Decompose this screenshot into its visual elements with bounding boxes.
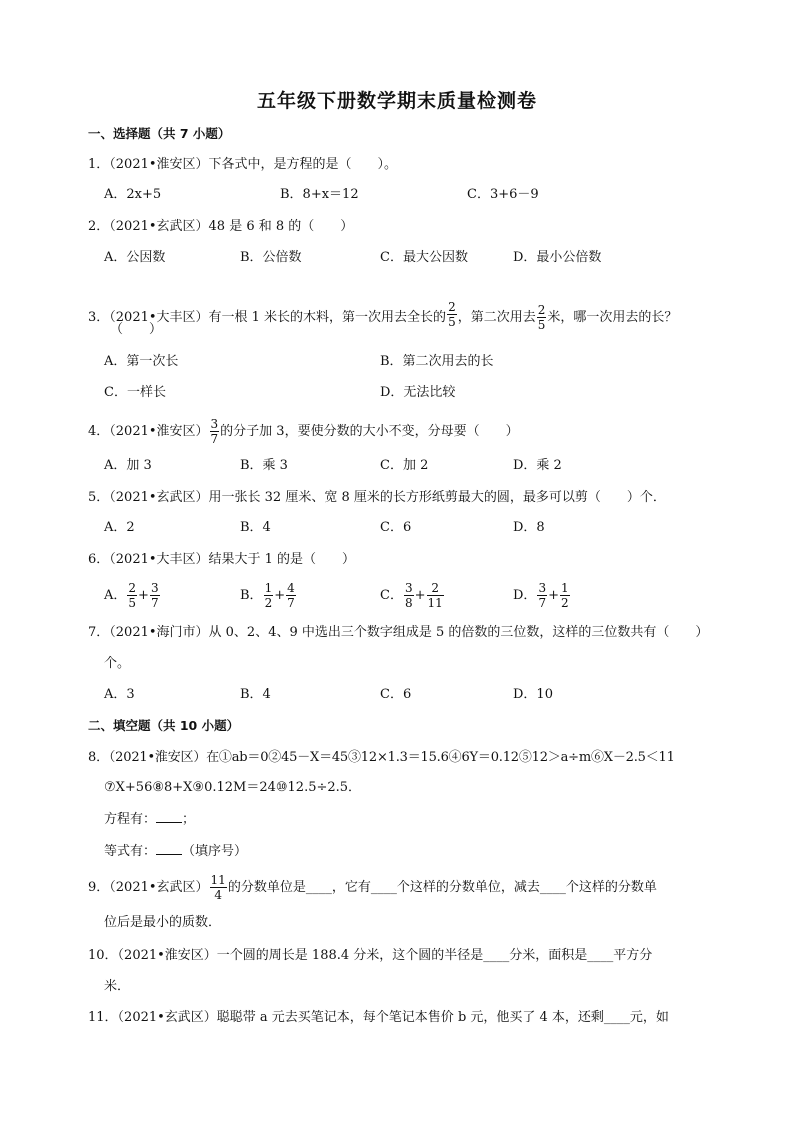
question-1-option-a: A．2x+5	[104, 187, 162, 202]
question-8-line-2: ⑦X+56⑧8+X⑨0.12M＝24⑩12.5÷2.5．	[104, 780, 362, 795]
question-3-stem	[88, 300, 678, 332]
question-2-option-c: C．最大公因数	[380, 250, 468, 265]
fraction-numerator: 2	[448, 300, 456, 314]
question-2-stem: 2．（2021•玄武区）48 是 6 和 8 的（ ）	[88, 219, 354, 234]
fraction	[286, 582, 296, 609]
question-6-option-d	[513, 582, 571, 609]
punctuation: ；	[182, 812, 196, 827]
fraction	[560, 582, 570, 609]
fraction	[127, 582, 137, 609]
question-2-option-d: D．最小公倍数	[513, 250, 602, 265]
fraction	[150, 582, 160, 609]
plus-sign: +	[274, 588, 286, 603]
plus-sign: +	[548, 588, 559, 603]
plus-sign: +	[414, 588, 426, 603]
question-3-option-d: D．无法比较	[380, 385, 456, 400]
fraction	[264, 582, 274, 609]
question-5-option-b: B．4	[240, 520, 271, 535]
fraction-numerator: 3	[404, 581, 413, 595]
question-3-paren: （ ）	[110, 322, 163, 337]
fraction-denominator: 11	[427, 596, 443, 610]
fraction-denominator: 5	[128, 596, 137, 610]
fraction-numerator: 2	[427, 582, 444, 596]
question-6-option-b	[240, 582, 297, 609]
fraction-denominator: 7	[210, 432, 219, 446]
question-4-option-c: C．加 2	[380, 458, 429, 473]
section-heading-choice: 一、选择题（共 7 小题）	[88, 126, 231, 141]
question-7-option-a: A．3	[104, 687, 135, 702]
option-label: C．	[380, 588, 403, 603]
fraction-numerator: 2	[537, 303, 546, 317]
question-3-text-mid: ，第二次用去	[457, 310, 536, 325]
question-9-continuation: 位后是最小的质数．	[104, 915, 222, 930]
question-8-fangcheng-row	[104, 810, 195, 830]
question-4-option-b: B．乘 3	[240, 458, 288, 473]
fraction-denominator: 2	[264, 596, 273, 610]
question-6-option-c	[380, 582, 445, 609]
question-6-stem: 6．（2021•大丰区）结果大于 1 的是（ ）	[88, 552, 356, 567]
question-3-option-b: B．第二次用去的长	[380, 354, 494, 369]
question-11-line-1: 11．（2021•玄武区）聪聪带 a 元去买笔记本，每个笔记本售价 b 元，他买了 4 本，还剩____元，如	[88, 1010, 669, 1025]
option-label: D．	[513, 588, 537, 603]
question-3-text-pre: 3．（2021•大丰区）有一根 1 米长的木料，第一次用去全长的	[88, 310, 447, 325]
fraction	[210, 874, 227, 901]
question-7-option-c: C．6	[380, 687, 412, 702]
fraction-denominator: 4	[214, 888, 222, 902]
question-6-option-a	[104, 582, 161, 609]
question-4-text-post: 的分子加 3，要使分数的大小不变，分母要（ ）	[220, 424, 519, 439]
question-7-continuation: 个。	[104, 656, 131, 671]
fraction-denominator: 5	[537, 318, 546, 332]
question-1-option-b: B．8+x＝12	[280, 187, 359, 202]
question-4-stem	[88, 418, 519, 445]
fraction-numerator: 2	[128, 581, 137, 595]
question-2-option-a: A．公因数	[104, 250, 166, 265]
option-label: B．	[240, 588, 263, 603]
fraction-numerator: 3	[210, 417, 219, 431]
fraction-denominator: 7	[538, 596, 547, 610]
answer-blank[interactable]	[156, 842, 182, 855]
question-10-line-2: 米．	[104, 979, 131, 994]
fraction	[210, 418, 220, 445]
question-3-option-a: A．第一次长	[104, 354, 179, 369]
question-7-option-d: D．10	[513, 687, 553, 702]
question-3-option-c: C．一样长	[104, 385, 166, 400]
question-4-option-d: D．乘 2	[513, 458, 562, 473]
question-7-option-b: B．4	[240, 687, 271, 702]
fraction-numerator: 3	[538, 581, 547, 595]
fraction-denominator: 7	[150, 596, 159, 610]
question-10-line-1: 10．（2021•淮安区）一个圆的周长是 188.4 分米，这个圆的半径是____分米，面积是____平方分	[88, 948, 653, 963]
question-8-line-1: 8．（2021•淮安区）在①ab＝0②45－X＝45③12×1.3＝15.6④6Y＝0.12⑤12＞a÷m⑥X－2.5＜11	[88, 750, 675, 765]
answer-hint: （填序号）	[182, 844, 248, 859]
fraction	[537, 304, 547, 331]
question-7-stem: 7．（2021•海门市）从 0、2、4、9 中选出三个数字组成是 5 的倍数的三位数，这样的三位数共有（ ）	[88, 625, 709, 640]
page-title: 五年级下册数学期末质量检测卷	[256, 90, 537, 112]
fraction-denominator: 2	[560, 596, 569, 610]
fraction	[447, 301, 457, 328]
fraction-numerator: 11	[210, 873, 226, 887]
question-1-option-c: C．3+6－9	[467, 187, 539, 202]
question-9-text-post: 的分数单位是____，它有____个这样的分数单位，减去____个这样的分数单	[227, 880, 657, 895]
fraction-numerator: 3	[150, 581, 159, 595]
fraction-numerator: 1	[560, 581, 569, 595]
fraction-denominator: 8	[404, 596, 413, 610]
fraction-numerator: 1	[264, 581, 273, 595]
question-4-text-pre: 4．（2021•淮安区）	[88, 424, 209, 439]
question-9-stem	[88, 874, 657, 901]
section-heading-fill-blank: 二、填空题（共 10 小题）	[88, 718, 240, 733]
option-label: A．	[104, 588, 127, 603]
question-5-option-a: A．2	[104, 520, 135, 535]
question-2-option-b: B．公倍数	[240, 250, 302, 265]
fraction	[404, 582, 414, 609]
fraction-denominator: 5	[448, 315, 456, 329]
answer-label: 等式有：	[104, 844, 157, 859]
fraction	[427, 582, 444, 609]
plus-sign: +	[138, 588, 149, 603]
fraction-numerator: 4	[287, 581, 295, 595]
answer-blank[interactable]	[156, 810, 182, 823]
answer-label: 方程有：	[104, 812, 157, 827]
question-5-option-c: C．6	[380, 520, 412, 535]
question-3-text-post: 米，哪一次用去的长？	[547, 310, 678, 325]
question-4-option-a: A．加 3	[104, 458, 152, 473]
fraction-denominator: 7	[287, 596, 295, 610]
question-5-option-d: D．8	[513, 520, 545, 535]
fraction	[537, 582, 547, 609]
question-5-stem: 5．（2021•玄武区）用一张长 32 厘米、宽 8 厘米的长方形纸剪最大的圆，最多可以剪（ ）个．	[88, 490, 666, 505]
question-8-dengshi-row	[104, 842, 247, 862]
question-9-text-pre: 9．（2021•玄武区）	[88, 880, 209, 895]
question-1-stem: 1．（2021•淮安区）下各式中，是方程的是（ ）。	[88, 157, 398, 172]
